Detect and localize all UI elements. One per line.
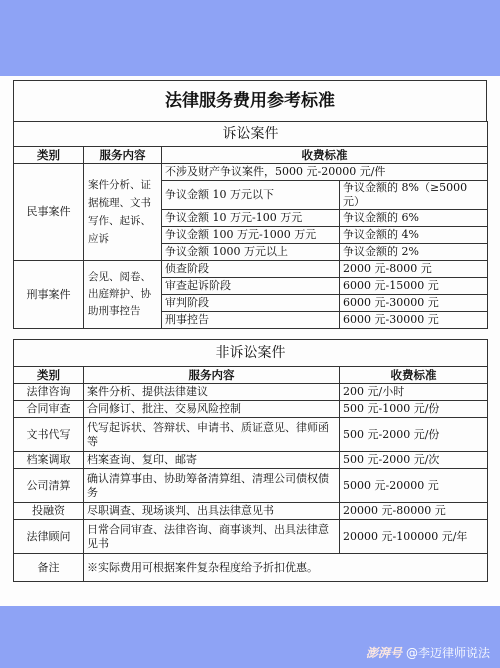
criminal-fee: 6000 元-15000 元	[340, 278, 488, 295]
criminal-stage: 审查起诉阶段	[162, 278, 340, 295]
civil-range: 争议金额 1000 万元以上	[162, 244, 340, 261]
service-category: 法律咨询	[14, 384, 84, 401]
service-content: 档案查询、复印、邮寄	[84, 452, 340, 469]
service-fee: 20000 元-80000 元	[340, 503, 488, 520]
service-category: 文书代写	[14, 418, 84, 452]
note-text: ※实际费用可根据案件复杂程度给予折扣优惠。	[84, 554, 488, 582]
criminal-service: 会见、阅卷、出庭辩护、协助刑事控告	[84, 261, 162, 329]
criminal-stage: 刑事控告	[162, 312, 340, 329]
non-litigation-table	[13, 339, 488, 582]
service-content: 尽职调查、现场谈判、出具法律意见书	[84, 503, 340, 520]
criminal-category: 刑事案件	[14, 261, 84, 329]
column-header: 类别	[14, 367, 84, 384]
criminal-stage: 审判阶段	[162, 295, 340, 312]
service-fee: 200 元/小时	[340, 384, 488, 401]
service-fee: 500 元-1000 元/份	[340, 401, 488, 418]
section-heading-litigation: 诉讼案件	[14, 122, 488, 147]
service-category: 投融资	[14, 503, 84, 520]
watermark-text: @李迈律师说法	[405, 646, 490, 660]
civil-category: 民事案件	[14, 164, 84, 261]
column-header: 服务内容	[84, 367, 340, 384]
column-header: 收费标准	[340, 367, 488, 384]
civil-fee: 争议金额的 2%	[340, 244, 488, 261]
civil-range: 争议金额 10 万元以下	[162, 181, 340, 210]
litigation-table	[13, 121, 488, 329]
column-header: 类别	[14, 147, 84, 164]
service-category: 合同审查	[14, 401, 84, 418]
watermark	[366, 644, 490, 661]
watermark-logo: 澎湃号	[365, 646, 402, 660]
fee-standard-sheet	[0, 76, 500, 606]
page-title: 法律服务费用参考标准	[13, 80, 487, 122]
service-content: 案件分析、提供法律建议	[84, 384, 340, 401]
service-content: 确认清算事由、协助筹备清算组、清理公司债权债务	[84, 469, 340, 503]
note-label: 备注	[14, 554, 84, 582]
civil-fee: 争议金额的 4%	[340, 227, 488, 244]
civil-fee: 争议金额的 6%	[340, 210, 488, 227]
footer-band	[0, 606, 500, 668]
service-content: 代写起诉状、答辩状、申请书、质证意见、律师函等	[84, 418, 340, 452]
criminal-fee: 2000 元-8000 元	[340, 261, 488, 278]
service-content: 合同修订、批注、交易风险控制	[84, 401, 340, 418]
service-category: 公司清算	[14, 469, 84, 503]
civil-range: 争议金额 100 万元-1000 万元	[162, 227, 340, 244]
civil-range: 争议金额 10 万元-100 万元	[162, 210, 340, 227]
criminal-stage: 侦查阶段	[162, 261, 340, 278]
civil-service: 案件分析、证据梳理、文书写作、起诉、应诉	[84, 164, 162, 261]
column-header: 收费标准	[162, 147, 488, 164]
service-category: 法律顾问	[14, 520, 84, 554]
section-heading-non-litigation: 非诉讼案件	[14, 340, 488, 367]
service-fee: 20000 元-100000 元/年	[340, 520, 488, 554]
civil-non-property-fee: 不涉及财产争议案件，5000 元-20000 元/件	[162, 164, 488, 181]
service-fee: 5000 元-20000 元	[340, 469, 488, 503]
criminal-fee: 6000 元-30000 元	[340, 295, 488, 312]
service-fee: 500 元-2000 元/次	[340, 452, 488, 469]
service-content: 日常合同审查、法律咨询、商事谈判、出具法律意见书	[84, 520, 340, 554]
service-fee: 500 元-2000 元/份	[340, 418, 488, 452]
column-header: 服务内容	[84, 147, 162, 164]
criminal-fee: 6000 元-30000 元	[340, 312, 488, 329]
civil-fee: 争议金额的 8%（≥5000 元）	[340, 181, 488, 210]
service-category: 档案调取	[14, 452, 84, 469]
